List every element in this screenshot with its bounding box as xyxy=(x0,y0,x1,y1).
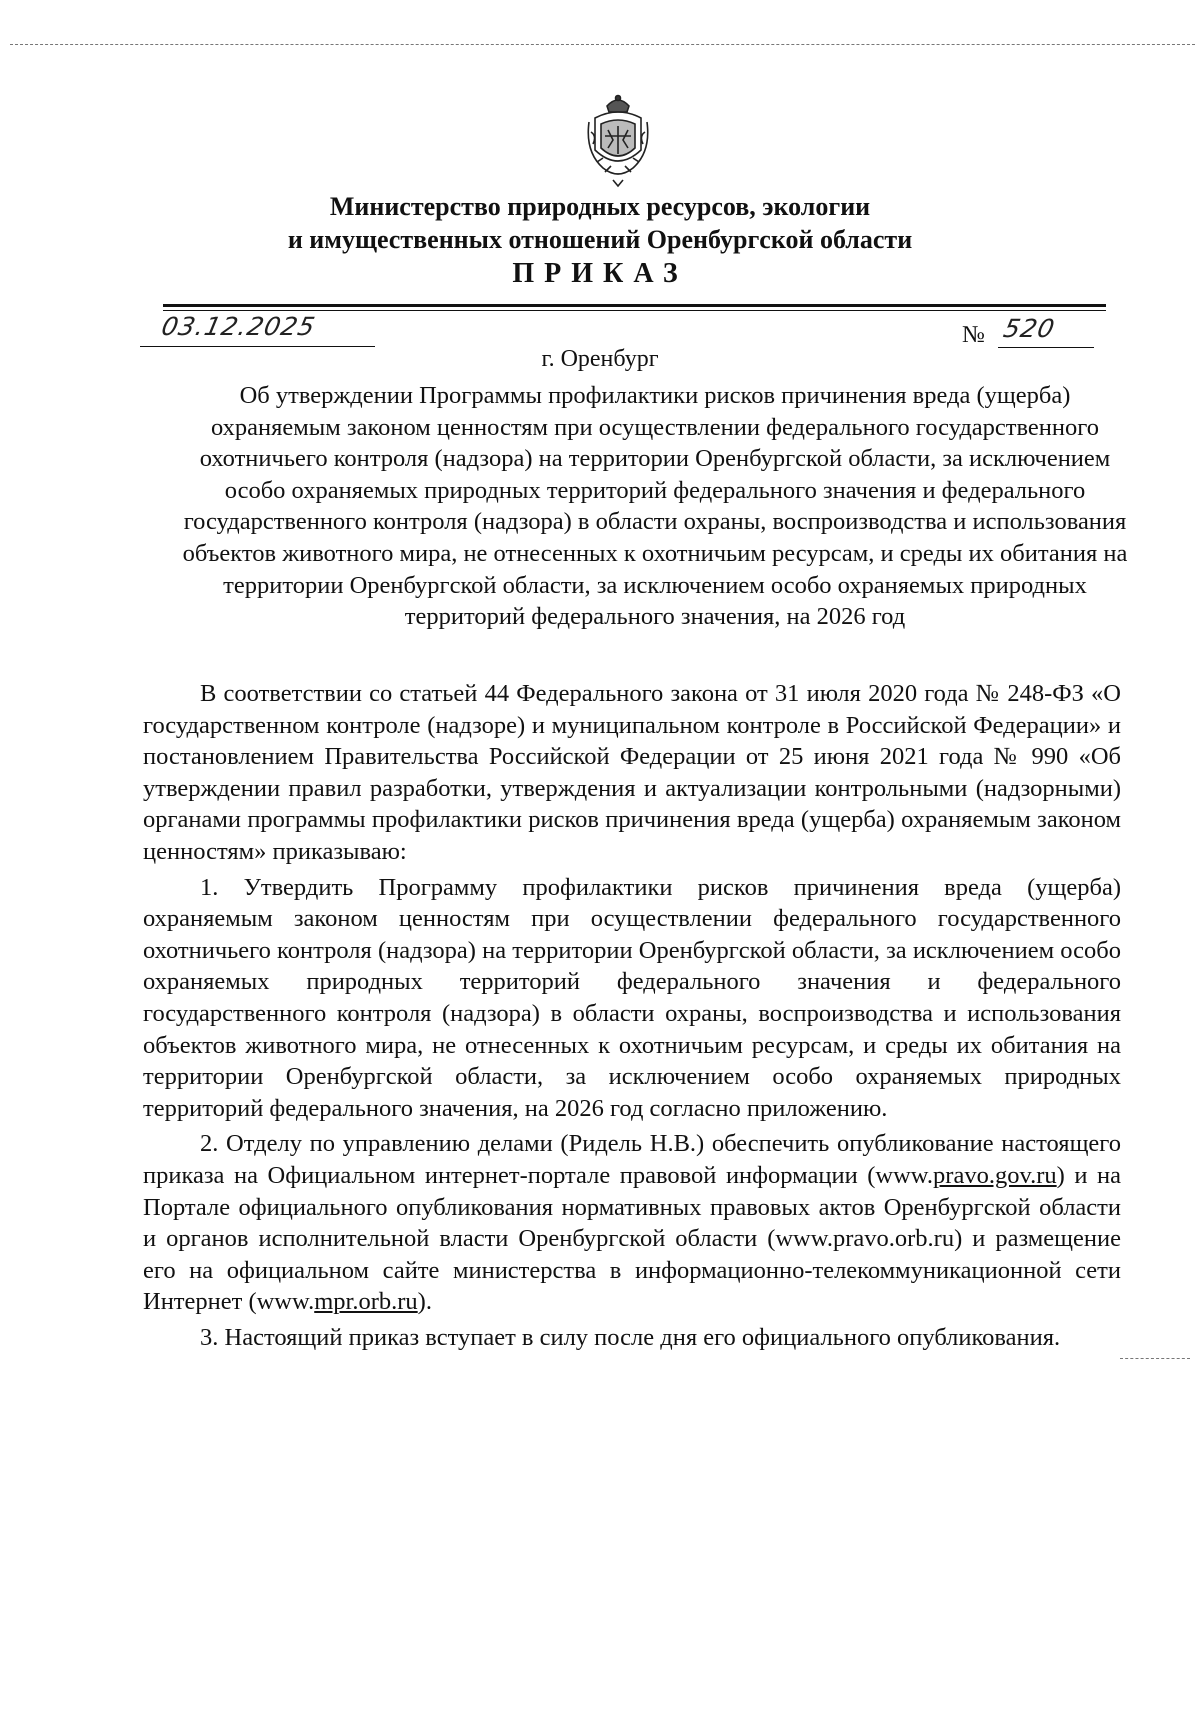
order-body xyxy=(143,678,1121,1357)
order-number-field xyxy=(962,314,1112,348)
header-rule-thin xyxy=(163,310,1106,311)
scan-artifact-line xyxy=(10,44,1195,45)
preamble-paragraph: В соответствии со статьей 44 Федерального закона от 31 июля 2020 года № 248-ФЗ «О государственном контроле (надзоре) и муниципальном контроле в Российской Федерации» и постановлением Правительства Российской Федерации от 25 июня 2021 года № 990 «Об утверждении правил разработки, утверждения и актуализации контрольными (надзорными) органами программы профилактики рисков причинения вреда (ущерба) охраняемым законом ценностям» приказываю: xyxy=(143,680,1121,865)
city-name: г. Оренбург xyxy=(541,346,659,372)
order-date-handwritten: 03.12.2025 xyxy=(158,312,319,341)
order-subject: Об утверждении Программы профилактики рисков причинения вреда (ущерба) охраняемым законом ценностям при осуществлении федерального государственного охотничьего контроля (надзора) на территории Оренбургской области, за исключением особо охраняемых природных территорий федерального значения и федерального государственного контроля (надзора) в области охраны, воспроизводства и использования объектов животного мира, не отнесенных к охотничьим ресурсам, и среды их обитания на территории Оренбургской области, за исключением особо охраняемых природных территорий федерального значения, на 2026 год xyxy=(182,382,1128,631)
order-number-line xyxy=(998,314,1094,348)
mpr-orb-link[interactable]: mpr.orb.ru xyxy=(314,1288,418,1316)
ministry-name-line1: Министерство природных ресурсов, экологии xyxy=(329,192,871,221)
item-3-paragraph: 3. Настоящий приказ вступает в силу после дня его официального опубликования. xyxy=(200,1323,1061,1351)
item-2-paragraph xyxy=(143,1128,1121,1318)
item-2-text-part3: ). xyxy=(417,1288,432,1316)
item-1-paragraph: 1. Утвердить Программу профилактики рисков причинения вреда (ущерба) охраняемым законом ценностям при осуществлении федерального государственного охотничьего контроля (надзора) на территории Оренбургской области, за исключением особо охраняемых природных территорий федерального значения и федерального государственного контроля (надзора) в области охраны, воспроизводства и использования объектов животного мира, не отнесенных к охотничьим ресурсам, и среды их обитания на территории Оренбургской области, за исключением особо охраняемых природных территорий федерального значения, на 2026 год согласно приложению. xyxy=(143,873,1121,1122)
pravo-gov-link[interactable]: pravo.gov.ru xyxy=(933,1161,1057,1189)
number-sign: № xyxy=(962,322,985,348)
ministry-name-line2: и имущественных отношений Оренбургской области xyxy=(287,225,913,254)
order-number-handwritten: 520 xyxy=(1000,314,1058,343)
header-rule-thick xyxy=(163,304,1106,307)
order-date-field xyxy=(140,312,375,347)
ministry-name xyxy=(0,190,1200,256)
document-type-title: ПРИКАЗ xyxy=(512,258,688,289)
scan-artifact-line xyxy=(1120,1358,1190,1359)
item-2-text-part2: ) и на Портале официального опубликования нормативных правовых актов Оренбургской области и органов исполнительной власти Оренбургской области (www.pravo.orb.ru) и размещение его на официальном сайте министерства в информационно-телекоммуникационной сети Интернет (www. xyxy=(143,1161,1121,1316)
coat-of-arms-emblem xyxy=(583,92,653,188)
item-2-text-part1: 2. Отделу по управлению делами (Ридель Н.В.) обеспечить опубликование настоящего приказа на Официальном интернет-портале правовой информации (www. xyxy=(143,1130,1121,1189)
